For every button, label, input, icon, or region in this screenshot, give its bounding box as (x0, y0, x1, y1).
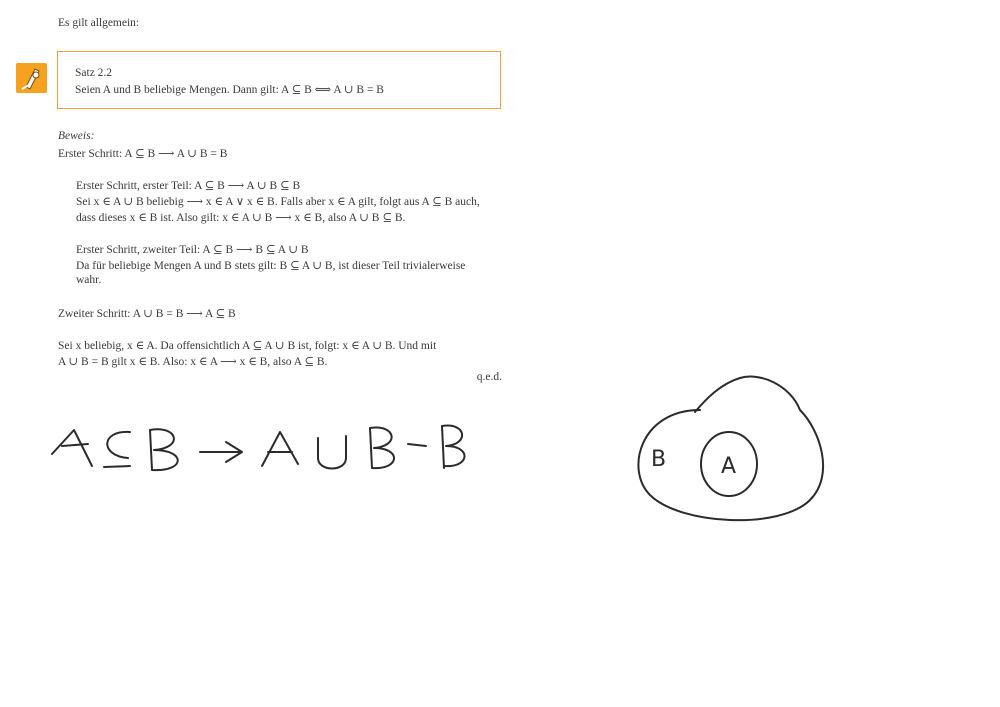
step1-heading: Erster Schritt: A ⊆ B ⟶ A ∪ B = B (58, 148, 228, 160)
step2-line1: Sei x beliebig, x ∈ A. Da offensichtlich A ⊆ A ∪ B ist, folgt: x ∈ A ∪ B. Und mit (58, 340, 437, 352)
theorem-title: Satz 2.2 (75, 67, 113, 79)
theorem-statement: Seien A und B beliebige Mengen. Dann gilt: A ⊆ B ⟺ A ∪ B = B (75, 84, 384, 96)
step1-part2-line1: Da für beliebige Mengen A und B stets gilt: B ⊆ A ∪ B, ist dieser Teil trivialerweise (76, 260, 466, 272)
step1-part2-heading: Erster Schritt, zweiter Teil: A ⊆ B ⟶ B ⊆ A ∪ B (76, 244, 309, 256)
qed-mark: q.e.d. (476, 371, 502, 383)
handwritten-formula (52, 426, 465, 471)
step1-part1-line1: Sei x ∈ A ∪ B beliebig ⟶ x ∈ A ∨ x ∈ B. Falls aber x ∈ A gilt, folgt aus A ⊆ B auch, (76, 196, 480, 208)
step1-part2-line2: wahr. (76, 274, 102, 286)
proof-label: Beweis: (58, 130, 95, 142)
venn-inner-label: A (721, 454, 737, 479)
intro-text: Es gilt allgemein: (58, 17, 140, 29)
step1-part1-line2: dass dieses x ∈ B ist. Also gilt: x ∈ A ∪ B ⟶ x ∈ B, also A ∪ B ⊆ B. (76, 212, 406, 224)
step1-part1-heading: Erster Schritt, erster Teil: A ⊆ B ⟶ A ∪ B ⊆ B (76, 180, 301, 192)
step2-heading: Zweiter Schritt: A ∪ B = B ⟶ A ⊆ B (58, 308, 236, 320)
step2-line2: A ∪ B = B gilt x ∈ B. Also: x ∈ A ⟶ x ∈ B, also A ⊆ B. (58, 356, 328, 368)
venn-diagram (638, 377, 823, 521)
venn-outer-label: B (651, 447, 667, 472)
